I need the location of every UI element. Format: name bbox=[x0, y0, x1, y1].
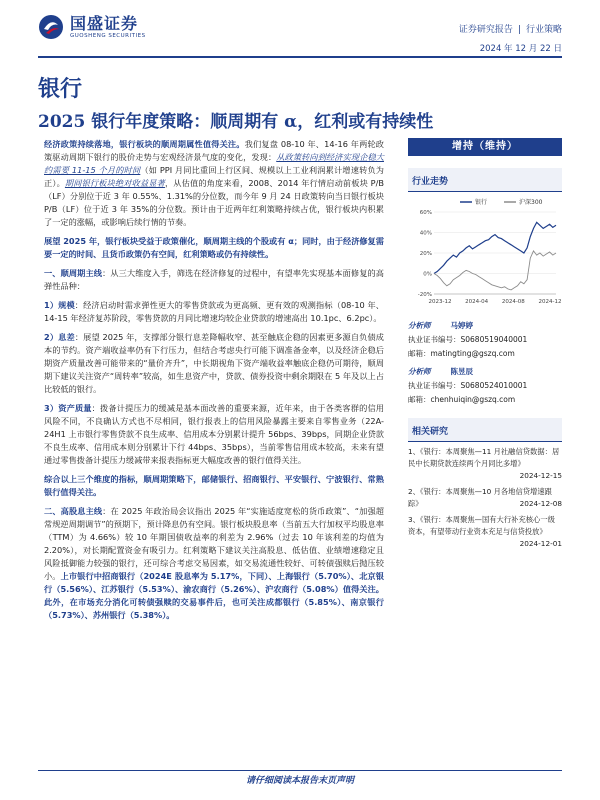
analyst-1: 分析师 马婷婷 执业证书编号：S0680519040001 邮箱：matingting@gszq.com bbox=[408, 321, 528, 358]
related-item: 3、《银行：本周聚焦—国有大行补充核心一级资本，有望带动行业资本充足与信贷投放》 2024-12-01 bbox=[408, 515, 562, 548]
analyst-2-name: 陈昱辰 bbox=[450, 367, 473, 376]
legend-label: 沪深300 bbox=[519, 199, 543, 206]
rating-badge: 增持（维持） bbox=[408, 138, 562, 156]
x-tick-label: 2024-04 bbox=[465, 299, 489, 305]
logo-chinese-name: 国盛证券 bbox=[70, 13, 139, 33]
paragraph-asset-quality: 3）资产质量：拨备计提压力的缓减是基本面改善的重要来源，近年来，由于各类客群的信用风险不同，不良确认方式也不尽相同，银行报表上的信用风险暴露主要来自零售业务（22A-24H1 上市银行零售贷款不良生成率、信用成本分别累计提升 56bps、39bps，同期企业贷款不良生成率、信用成本则分别累计下行 44bps、35bps），当前零售信用成本较高，未来有望通过零售拨备计提压力缓减带来报表指标更大幅度改善的银行值得关注。 bbox=[44, 403, 384, 465]
paragraph-picks: 综合以上三个维度的指标，顺周期策略下，邮储银行、招商银行、平安银行、宁波银行、常熟银行值得关注。 bbox=[44, 474, 384, 497]
related-item: 2、《银行：本周聚焦—10 月各地信贷增速跟踪》 2024-12-08 bbox=[408, 487, 562, 508]
analyst-2-role: 分析师 bbox=[408, 367, 431, 376]
report-title: 2025 银行年度策略：顺周期有 α，红利或有持续性 bbox=[38, 112, 434, 132]
report-body bbox=[44, 138, 384, 628]
analyst-1-role: 分析师 bbox=[408, 321, 431, 330]
industry-heading: 银行 bbox=[38, 76, 83, 102]
y-tick-label: 40% bbox=[419, 230, 432, 237]
analyst-2-email: chenhuiqin@gszq.com bbox=[430, 395, 516, 404]
trend-section-title: 行业走势 bbox=[408, 168, 562, 192]
related-research-list bbox=[408, 446, 562, 550]
footer-disclaimer: 请仔细阅读本报告末页声明 bbox=[245, 776, 354, 786]
page-header bbox=[0, 0, 600, 66]
y-tick-label: 20% bbox=[419, 251, 432, 257]
y-tick-label: -20% bbox=[417, 292, 432, 298]
paragraph-dividend: 二、高股息主线：在 2025 年政治局会议指出 2025 年“实施适度宽松的货币政策”、“加强超常规逆周期调节”的预期下，预计降息仍有空间。银行板块股息率（当前五大行加权平均股息率（TTM）为 4.66%）较 10 年期国债收益率的利差为 2.96%（过去 10 年该利差的均值为 2.20%），对长期配置资金有吸引力。红利策略下建议关注高股息、低估值、业绩增速稳定且风险抵御能力较强的银行，还可综合考虑交易因素，如交易流通性较好、可转债强赎后抛压较小。上市银行中招商银行（2024E 股息率为 5.17%，下同）、上海银行（5.70%）、北京银行（5.56%）、江苏银行（5.53%）、渝农商行（5.26%）、沪农商行（5.08%）值得关注。此外，在市场充分消化可转债强赎的交易事件后，也可关注成都银行（5.85%）、南京银行（5.73%）、苏州银行（5.38%）。 bbox=[44, 506, 384, 620]
analyst-1-cert: S0680519040001 bbox=[460, 335, 528, 344]
paragraph-cyclical: 一、顺周期主线：从三大维度入手，筛选在经济修复的过程中，有望率先实现基本面修复的高弹性品种： bbox=[44, 268, 384, 291]
x-tick-label: 2024-08 bbox=[501, 299, 525, 305]
analyst-1-email: matingting@gszq.com bbox=[430, 349, 515, 358]
paragraph-scale: 1）规模：经济启动时需求弹性更大的零售贷款或为更高频、更有效的观测指标（08-10 年、14-15 年经济复苏阶段，零售贷款的月同比增速均较企业贷款的增速高出 10.1pc、6.2pc）。 bbox=[44, 300, 384, 323]
report-type: 证券研究报告 bbox=[458, 25, 513, 35]
company-logo bbox=[38, 14, 146, 40]
page-footer bbox=[38, 770, 562, 786]
sidebar bbox=[408, 138, 562, 554]
trend-chart-svg bbox=[408, 194, 562, 314]
related-item: 1、《银行：本周聚焦—11 月社融信贷数据：居民中长期贷款连续两个月同比多增》 2024-12-15 bbox=[408, 447, 562, 480]
related-research-title: 相关研究 bbox=[408, 418, 562, 442]
legend-label: 银行 bbox=[475, 199, 488, 206]
analyst-2: 分析师 陈昱辰 执业证书编号：S0680524010001 邮箱：chenhuiqin@gszq.com bbox=[408, 367, 528, 404]
x-tick-label: 2023-12 bbox=[428, 299, 452, 305]
header-divider bbox=[38, 56, 562, 58]
paragraph-review: 经济政策持续落地，银行板块的顺周期属性值得关注。我们复盘 08-10 年、14-16 年两轮政策驱动周期下银行的股价走势与宏观经济景气度的变化，发现：从政策转向到经济实现企稳大约需要 11-15 个月的时间（如 PPI 月同比重回上行区间、规模以上工业利润累计增速转负为正）。期间银行板块绝对收益显著，从估值的角度来看，2008、2014 年行情启动前板块 P/B（LF）分别位于近 3 年 0.55%、1.31%的分位数，而今年 9 月 24 日政策转向当日银行板块 P/B（LF）位于近 3 年 35%的分位数。预计由于近两年红利策略持续占优，银行板块内积累了一定的涨幅，或影响后续行情的节奏。 bbox=[44, 139, 384, 227]
paragraph-outlook: 展望 2025 年，银行板块受益于政策催化，顺周期主线的个股或有 α；同时，由于经济修复需要一定的时间、且货币政策仍有空间，红利策略或仍有持续性。 bbox=[44, 236, 384, 259]
paragraph-margin: 2）息差：展望 2025 年，支撑部分银行息差降幅收窄、甚至触底企稳的因素更多源自负债成本的节约。资产端收益率仍有下行压力，但结合考虑央行可能下调准备金率，以及经济企稳后期资产质量改善可能带来的“量价齐升”，中长期视角下资产端收益率触底企稳仍可期待，顺周期下建议关注资产“周转率”较高，如生息资产中，贷款、债券投资中剩余期限在 5 年及以上占比较低的银行。 bbox=[44, 332, 384, 394]
y-tick-label: 60% bbox=[419, 210, 432, 216]
analyst-1-name: 马婷婷 bbox=[450, 321, 473, 330]
x-tick-label: 2024-12 bbox=[538, 299, 562, 305]
report-type-line: 证券研究报告 | 行业策略 bbox=[458, 25, 562, 35]
logo-english-name: GUOSHENG SECURITIES bbox=[70, 32, 146, 39]
series-line-bank bbox=[434, 222, 556, 273]
analyst-2-cert: S0680524010001 bbox=[460, 381, 528, 390]
logo-icon bbox=[38, 14, 64, 40]
y-tick-label: 0% bbox=[423, 271, 432, 278]
report-category: 行业策略 bbox=[525, 25, 562, 35]
trend-chart bbox=[408, 194, 562, 314]
report-date: 2024 年 12 月 22 日 bbox=[479, 44, 562, 54]
